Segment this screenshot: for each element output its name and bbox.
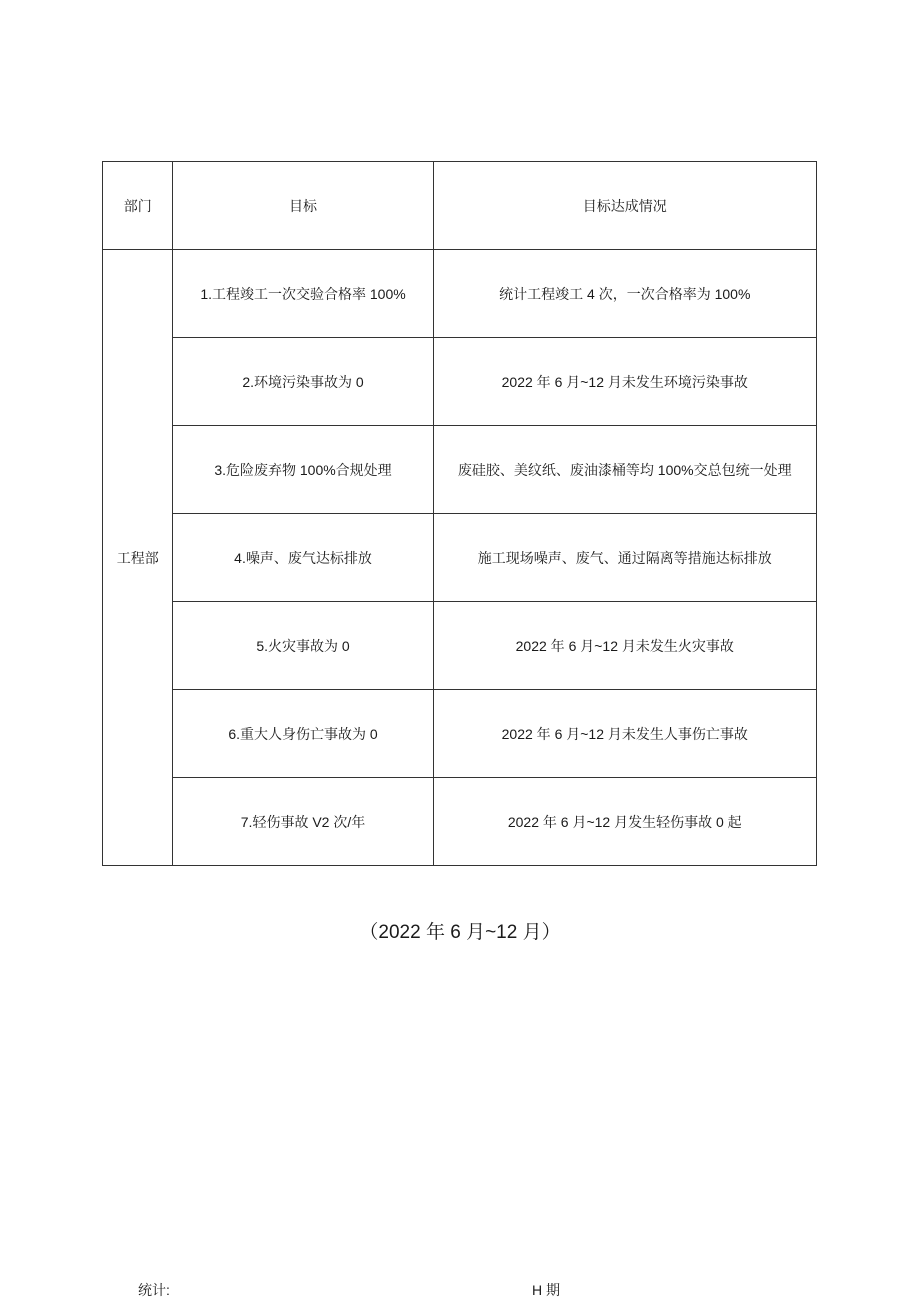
- status-cell: 施工现场噪声、废气、通过隔离等措施达标排放: [433, 514, 816, 602]
- goal-cell: 4.噪声、废气达标排放: [173, 514, 433, 602]
- status-cell: 2022 年 6 月~12 月未发生环境污染事故: [433, 338, 816, 426]
- table-row: [103, 250, 817, 338]
- status-cell: 统计工程竣工 4 次，一次合格率为 100%: [433, 250, 816, 338]
- table-row: [103, 426, 817, 514]
- header-department: 部门: [103, 162, 173, 250]
- date-label: H 期: [532, 1282, 560, 1298]
- status-cell: 2022 年 6 月~12 月未发生火灾事故: [433, 602, 816, 690]
- goal-cell: 7.轻伤事故 V2 次/年: [173, 778, 433, 866]
- goal-cell: 6.重大人身伤亡事故为 0: [173, 690, 433, 778]
- status-cell: 废硅胶、美纹纸、废油漆桶等均 100%交总包统一处理: [433, 426, 816, 514]
- goal-cell: 1.工程竣工一次交验合格率 100%: [173, 250, 433, 338]
- table-row: [103, 514, 817, 602]
- table-row: [103, 338, 817, 426]
- header-goal: 目标: [173, 162, 433, 250]
- goal-cell: 3.危险废弃物 100%合规处理: [173, 426, 433, 514]
- status-cell: 2022 年 6 月~12 月发生轻伤事故 0 起: [433, 778, 816, 866]
- period-caption: （2022 年 6 月~12 月）: [359, 922, 561, 943]
- goal-cell: 2.环境污染事故为 0: [173, 338, 433, 426]
- header-status: 目标达成情况: [433, 162, 816, 250]
- department-cell: 工程部: [103, 250, 173, 866]
- goal-cell: 5.火灾事故为 0: [173, 602, 433, 690]
- table-row: [103, 690, 817, 778]
- objectives-table: [102, 161, 817, 866]
- table-row: [103, 602, 817, 690]
- table-header-row: [103, 162, 817, 250]
- status-cell: 2022 年 6 月~12 月未发生人事伤亡事故: [433, 690, 816, 778]
- statistician-label: 统计:: [138, 1282, 170, 1298]
- table-row: [103, 778, 817, 866]
